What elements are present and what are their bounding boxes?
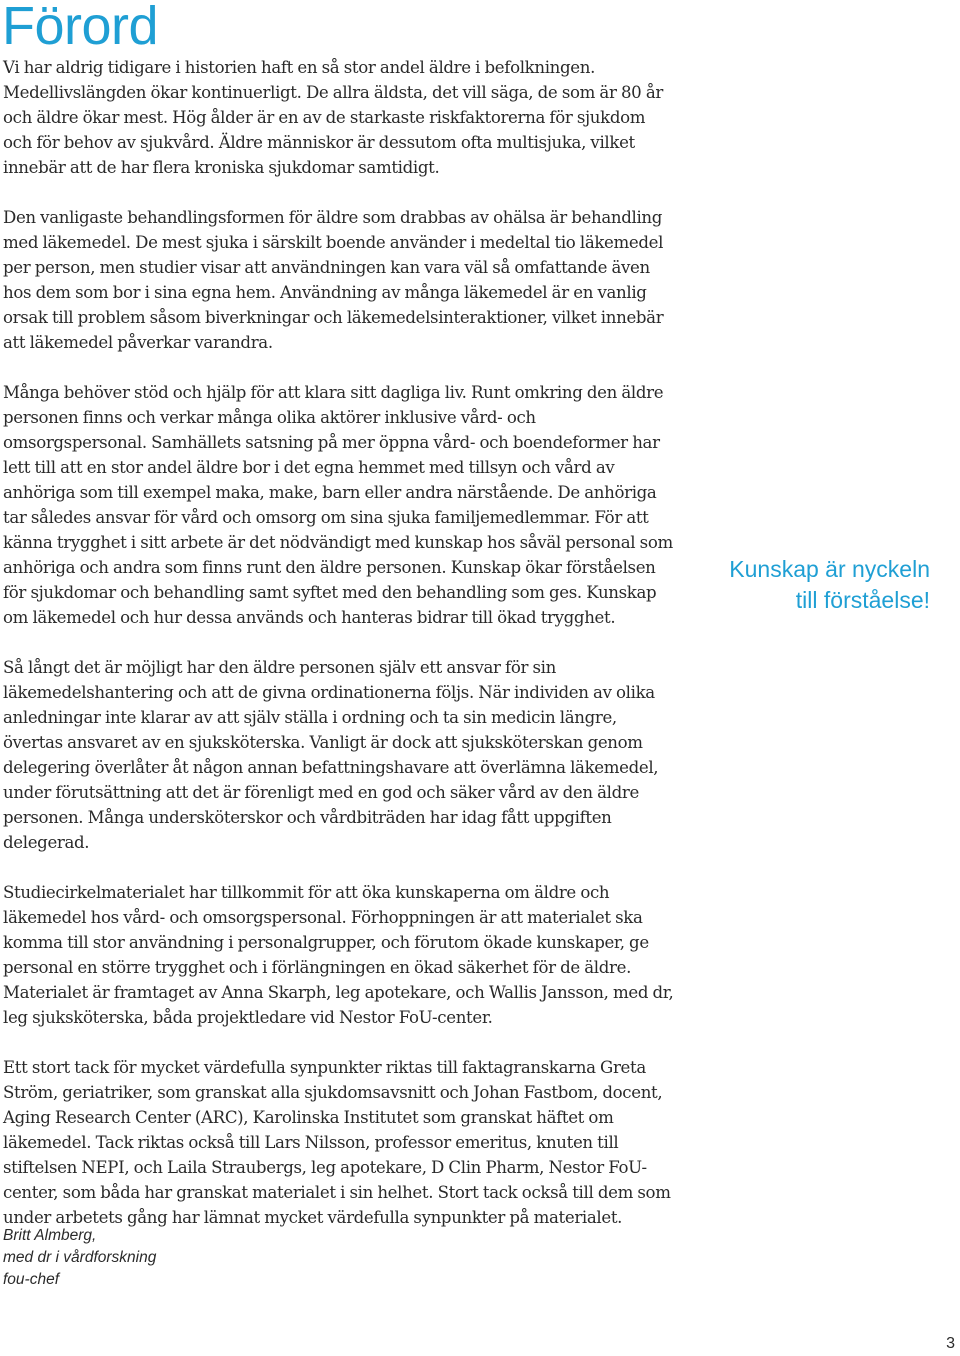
page-title: Förord bbox=[2, 0, 159, 56]
page-number: 3 bbox=[946, 1335, 955, 1352]
paragraph-acknowledgements: Ett stort tack för mycket värdefulla synpunkter riktas till faktagranskarna Greta Ström, geriatriker, som granskat alla sjukdomsavsnitt och Johan Fastbom, docent, Aging Research Center (ARC), Karolinska Institutet som granskat häftet om läkemedel. Tack riktas också till Lars Nilsson, professor emeritus, knuten till stiftelsen NEPI, och Laila Straubergs, leg apotekare, D Clin Pharm, Nestor FoU-center, som båda har granskat materialet i sin helhet. Stort tack också till dem som under arbetets gång har lämnat mycket värdefulla synpunkter på materialet. bbox=[3, 1058, 671, 1227]
body-text bbox=[3, 55, 678, 1255]
paragraph-support: Många behöver stöd och hjälp för att klara sitt dagliga liv. Runt omkring den äldre personen finns och verkar många olika aktörer inklusive vård- och omsorgspersonal. Samhällets satsning på mer öppna vård- och boendeformer har lett till att en stor andel äldre bor i det egna hemmet med tillsyn och vård av anhöriga som till exempel maka, make, barn eller andra närstående. De anhöriga tar således ansvar för vård och omsorg om sina sjuka familjemedlemmar. För att känna trygghet i sitt arbete är det nödvändigt med kunskap hos såväl personal som anhöriga och andra som finns runt den äldre personen. Kunskap ökar förståelsen för sjukdomar och behandling samt syftet med den behandling som ges. Kunskap om läkemedel och hur dessa används och hanteras bidrar till ökad trygghet. bbox=[3, 383, 673, 627]
paragraph-intro: Vi har aldrig tidigare i historien haft en så stor andel äldre i befolkningen. Medellivslängden ökar kontinuerligt. De allra äldsta, det vill säga, de som är 80 år och äldre ökar mest. Hög ålder är en av de starkaste riskfaktorerna för sjukdom och för behov av sjukvård. Äldre människor är dessutom ofta multisjuka, vilket innebär att de har flera kroniska sjukdomar samtidigt. bbox=[3, 58, 663, 177]
paragraph-responsibility: Så långt det är möjligt har den äldre personen själv ett ansvar för sin läkemedelshantering och att de givna ordinationerna följs. När individen av olika anledningar inte klarar av att själv ställa i ordning och ta sin medicin längre, övertas ansvaret av en sjuksköterska. Vanligt är dock att sjuksköterskan genom delegering överlåter åt någon annan befattningshavare att överlämna läkemedel, under förutsättning att det är förenligt med en god och säker vård av den äldre personen. Många undersköterskor och vårdbiträden har idag fått uppgiften delegerad. bbox=[3, 658, 659, 852]
paragraph-medication: Den vanligaste behandlingsformen för äldre som drabbas av ohälsa är behandling med läkemedel. De mest sjuka i särskilt boende använder i medeltal tio läkemedel per person, men studier visar att användningen kan vara väl så omfattande även hos dem som bor i sina egna hem. Användning av många läkemedel är en vanlig orsak till problem såsom biverkningar och läkemedelsinteraktioner, vilket innebär att läkemedel påverkar varandra. bbox=[3, 208, 664, 352]
pull-quote-line-2: till förståelse! bbox=[795, 587, 930, 613]
signature-role: fou-chef bbox=[3, 1271, 60, 1288]
signature-title: med dr i vårdforskning bbox=[3, 1249, 157, 1266]
signature-name: Britt Almberg, bbox=[3, 1227, 97, 1244]
paragraph-study-material: Studiecirkelmaterialet har tillkommit för att öka kunskaperna om äldre och läkemedel hos vård- och omsorgspersonal. Förhoppningen är att materialet ska komma till stor användning i personalgrupper, och förutom ökade kunskaper, ge personal en större trygghet och i förlängningen en ökad säkerhet för de äldre. Materialet är framtaget av Anna Skarph, leg apotekare, och Wallis Jansson, med dr, leg sjuksköterska, båda projektledare vid Nestor FoU-center. bbox=[3, 883, 674, 1027]
pull-quote bbox=[690, 554, 930, 616]
pull-quote-line-1: Kunskap är nyckeln bbox=[729, 556, 930, 582]
signature bbox=[3, 1225, 156, 1291]
